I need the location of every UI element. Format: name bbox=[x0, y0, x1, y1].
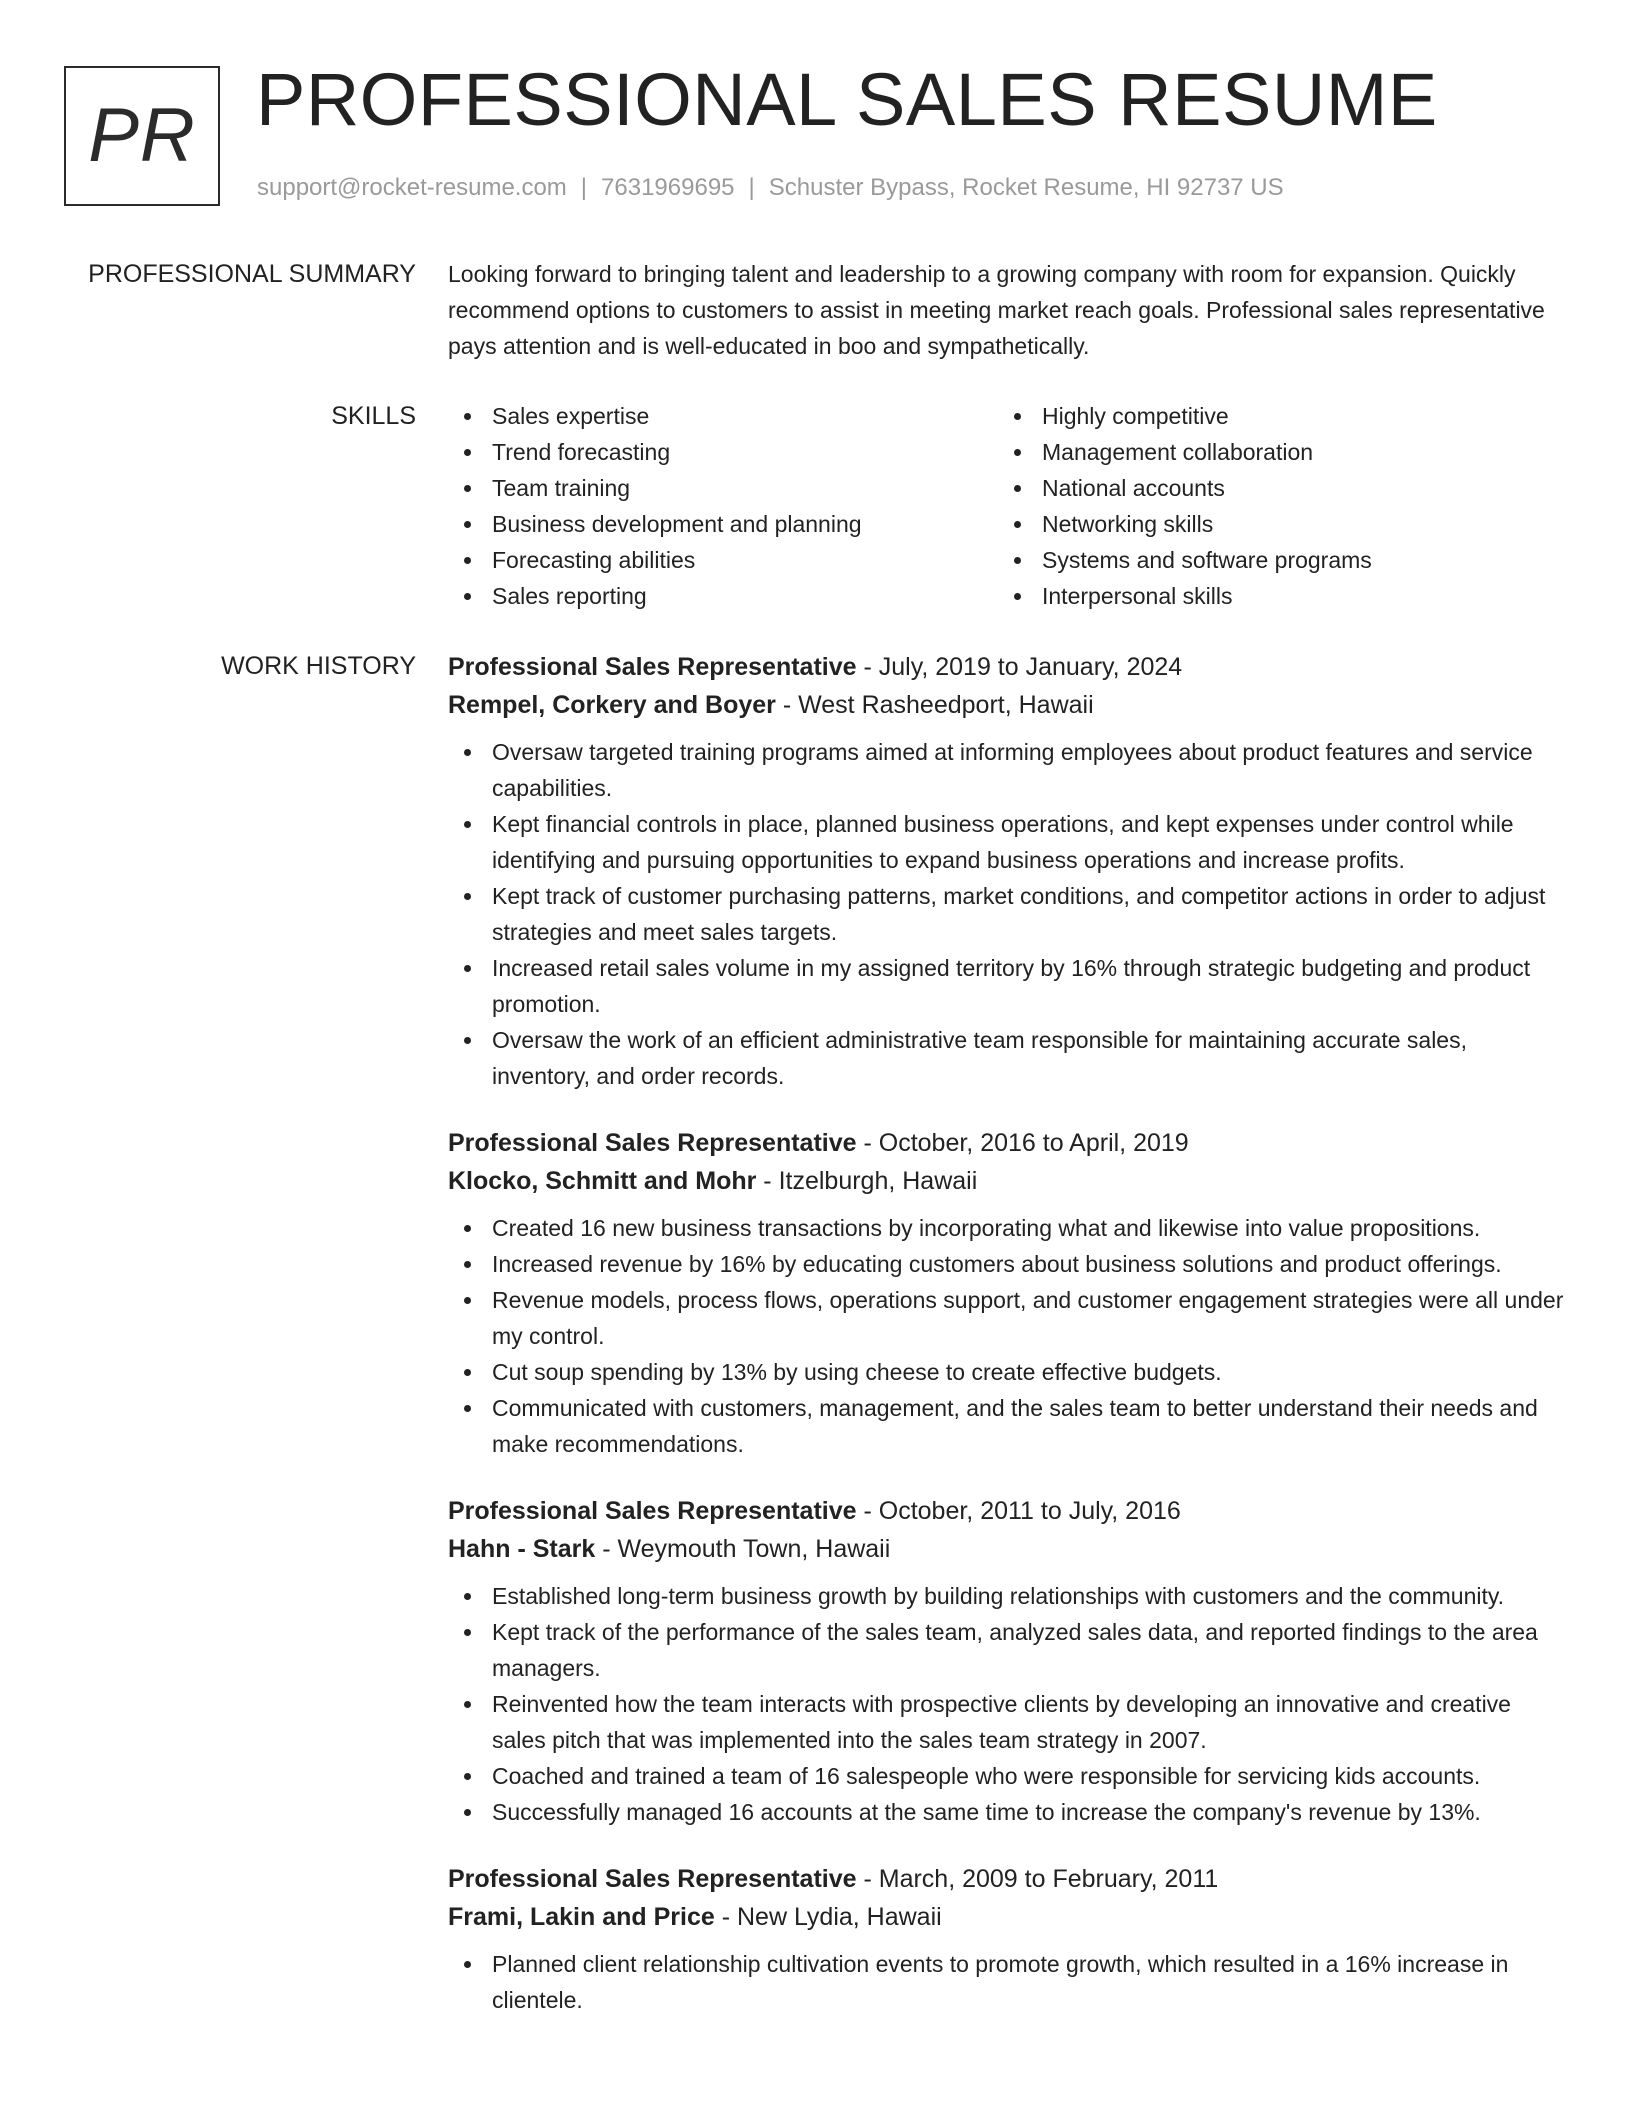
job-company-line bbox=[448, 686, 1568, 724]
job-title: Professional Sales Representative bbox=[448, 1129, 857, 1157]
job-location: - Itzelburgh, Hawaii bbox=[756, 1167, 978, 1195]
contact-phone[interactable]: 7631969695 bbox=[601, 174, 735, 201]
job-bullet: Revenue models, process flows, operations support, and customer engagement strategies were all under my control. bbox=[448, 1282, 1568, 1354]
job-bullet: Created 16 new business transactions by incorporating what and likewise into value propositions. bbox=[448, 1210, 1568, 1246]
job-entry bbox=[448, 1124, 1568, 1462]
skills-label: SKILLS bbox=[331, 402, 416, 430]
jobs-container bbox=[448, 648, 1568, 2048]
job-dates: - July, 2019 to January, 2024 bbox=[856, 653, 1183, 681]
job-location: - New Lydia, Hawaii bbox=[714, 1903, 942, 1931]
job-location: - West Rasheedport, Hawaii bbox=[775, 691, 1094, 719]
job-bullets bbox=[448, 734, 1568, 1094]
job-bullet: Cut soup spending by 13% by using cheese to create effective budgets. bbox=[448, 1354, 1568, 1390]
skill-item: Management collaboration bbox=[998, 434, 1548, 470]
skill-item: National accounts bbox=[998, 470, 1548, 506]
contact-line bbox=[257, 174, 1284, 202]
job-bullet: Increased retail sales volume in my assigned territory by 16% through strategic budgeting and product promotion. bbox=[448, 950, 1568, 1022]
work-history-label: WORK HISTORY bbox=[221, 652, 416, 680]
job-company: Frami, Lakin and Price bbox=[448, 1903, 715, 1931]
monogram-initials: PR bbox=[88, 93, 196, 178]
job-bullet: Kept financial controls in place, planned business operations, and kept expenses under control while identifying and pursuing opportunities to expand business operations and increase profits. bbox=[448, 806, 1568, 878]
job-bullets bbox=[448, 1946, 1568, 2018]
skill-item: Systems and software programs bbox=[998, 542, 1548, 578]
job-bullet: Increased revenue by 16% by educating customers about business solutions and product offerings. bbox=[448, 1246, 1568, 1282]
contact-separator: | bbox=[748, 174, 755, 201]
job-bullet: Oversaw targeted training programs aimed at informing employees about product features and service capabilities. bbox=[448, 734, 1568, 806]
job-company: Klocko, Schmitt and Mohr bbox=[448, 1167, 757, 1195]
job-dates: - March, 2009 to February, 2011 bbox=[856, 1865, 1219, 1893]
job-title-line bbox=[448, 648, 1568, 686]
job-bullet: Reinvented how the team interacts with prospective clients by developing an innovative and creative sales pitch that was implemented into the sales team strategy in 2007. bbox=[448, 1686, 1568, 1758]
skill-item: Interpersonal skills bbox=[998, 578, 1548, 614]
job-dates: - October, 2016 to April, 2019 bbox=[856, 1129, 1189, 1157]
summary-label: PROFESSIONAL SUMMARY bbox=[88, 260, 416, 288]
skill-item: Trend forecasting bbox=[448, 434, 998, 470]
contact-address: Schuster Bypass, Rocket Resume, HI 92737 US bbox=[768, 174, 1284, 201]
summary-text: Looking forward to bringing talent and leadership to a growing company with room for expansion. Quickly recommend options to customers to assist in meeting market reach goals. Professional sales representative pays attention and is well-educated in boo and sympathetically. bbox=[448, 261, 1545, 359]
job-dates: - October, 2011 to July, 2016 bbox=[856, 1497, 1181, 1525]
skill-item: Highly competitive bbox=[998, 398, 1548, 434]
job-company: Rempel, Corkery and Boyer bbox=[448, 691, 776, 719]
job-entry bbox=[448, 1492, 1568, 1830]
skill-item: Sales expertise bbox=[448, 398, 998, 434]
job-location: - Weymouth Town, Hawaii bbox=[595, 1535, 891, 1563]
skill-item: Team training bbox=[448, 470, 998, 506]
job-bullet: Successfully managed 16 accounts at the same time to increase the company's revenue by 13%. bbox=[448, 1794, 1568, 1830]
job-title-line bbox=[448, 1124, 1568, 1162]
job-company-line bbox=[448, 1530, 1568, 1568]
contact-separator: | bbox=[580, 174, 588, 201]
skill-item: Forecasting abilities bbox=[448, 542, 998, 578]
job-title: Professional Sales Representative bbox=[448, 1865, 857, 1893]
skill-item: Networking skills bbox=[998, 506, 1548, 542]
job-bullet: Communicated with customers, management, and the sales team to better understand their needs and make recommendations. bbox=[448, 1390, 1568, 1462]
job-title: Professional Sales Representative bbox=[448, 1497, 857, 1525]
job-bullet: Coached and trained a team of 16 salespeople who were responsible for servicing kids accounts. bbox=[448, 1758, 1568, 1794]
job-bullet: Oversaw the work of an efficient administrative team responsible for maintaining accurate sales, inventory, and order records. bbox=[448, 1022, 1568, 1094]
skill-item: Business development and planning bbox=[448, 506, 998, 542]
job-bullet: Kept track of the performance of the sales team, analyzed sales data, and reported findings to the area managers. bbox=[448, 1614, 1568, 1686]
job-bullet: Planned client relationship cultivation events to promote growth, which resulted in a 16% increase in clientele. bbox=[448, 1946, 1568, 2018]
job-title: Professional Sales Representative bbox=[448, 653, 857, 681]
job-company: Hahn - Stark bbox=[448, 1535, 596, 1563]
job-company-line bbox=[448, 1898, 1568, 1936]
job-entry bbox=[448, 648, 1568, 1094]
job-bullets bbox=[448, 1210, 1568, 1462]
job-bullet: Kept track of customer purchasing patterns, market conditions, and competitor actions in order to adjust strategies and meet sales targets. bbox=[448, 878, 1568, 950]
skill-item: Sales reporting bbox=[448, 578, 998, 614]
job-company-line bbox=[448, 1162, 1568, 1200]
skills-list-left bbox=[448, 398, 998, 614]
contact-email[interactable]: support@rocket-resume.com bbox=[257, 174, 567, 201]
job-entry bbox=[448, 1860, 1568, 2018]
job-title-line bbox=[448, 1492, 1568, 1530]
monogram-box bbox=[64, 66, 220, 206]
resume-title: PROFESSIONAL SALES RESUME bbox=[256, 58, 1438, 141]
job-bullet: Established long-term business growth by building relationships with customers and the community. bbox=[448, 1578, 1568, 1614]
job-title-line bbox=[448, 1860, 1568, 1898]
skills-list-right bbox=[998, 398, 1548, 614]
job-bullets bbox=[448, 1578, 1568, 1830]
